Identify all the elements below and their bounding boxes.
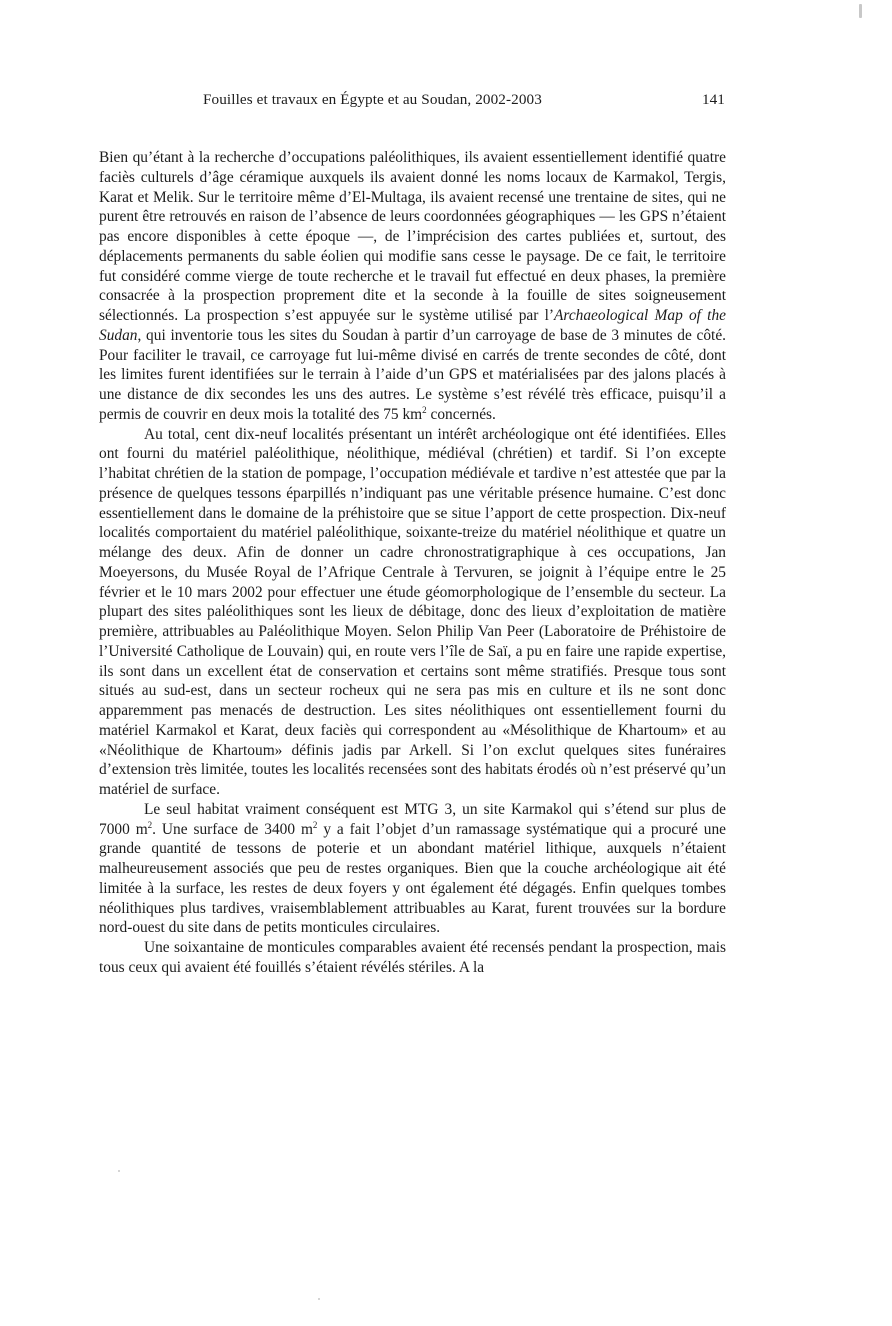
- text-run: Bien qu’étant à la recherche d’occupations paléolithiques, ils avaient essentiellement identifié quatre faciès culturels d’âge céramique auxquels ils avaient donné les noms locaux de Karmakol, Tergis, Karat et Melik. Sur le territoire même d’El-Multaga, ils avaient recensé une trentaine de sites, qui ne purent être retrouvés en raison de l’absence de leurs coordonnées géographiques — les GPS n’étaient pas encore disponibles à cette époque —, de l’imprécision des cartes publiées et, surtout, des déplacements permanents du sable éolien qui modifie sans cesse le paysage. De ce fait, le territoire fut considéré comme vierge de toute recherche et le travail fut effectué en deux phases, la première consacrée à la prospection proprement dite et la seconde à la fouille de sites soigneusement sélectionnés. La prospection s’est appuyée sur le système utilisé par l’: [99, 149, 726, 324]
- text-run: Au total, cent dix-neuf localités présentant un intérêt archéologique ont été identifiées. Elles ont fourni du matériel paléolithique, néolithique, médiéval (chrétien) et tardif. Si l’on excepte l’habitat chrétien de la station de pompage, l’occupation médiévale et tardive n’est attestée que par la présence de quelques tessons éparpillés n’indiquant pas une véritable présence humaine. C’est donc essentiellement dans le domaine de la préhistoire que se situe l’apport de cette prospection. Dix-neuf localités comportaient du matériel paléolithique, soixante-treize du matériel néolithique et quatre un mélange des deux. Afin de donner un cadre chronostratigraphique à ces occupations, Jan Moeyersons, du Musée Royal de l’Afrique Centrale à Tervuren, se joignit à l’équipe entre le 25 février et le 10 mars 2002 pour effectuer une étude géomorphologique de l’ensemble du secteur. La plupart des sites paléolithiques sont les lieux de débitage, donc des lieux d’exploitation de matière première, attribuables au Paléolithique Moyen. Selon Philip Van Peer (Laboratoire de Préhistoire de l’Université Catholique de Louvain) qui, en route vers l’île de Saï, a pu en faire une rapide expertise, ils sont dans un excellent état de conservation et certains sont même stratifiés. Presque tous sont situés au sud-est, dans un secteur rocheux qui ne sera pas mis en culture et ils ne sont donc apparemment pas menacés de destruction. Les sites néolithiques ont essentiellement fourni du matériel Karmakol et Karat, deux faciès qui correspondent au «Mésolithique de Khartoum» et au «Néolithique de Khartoum» définis jadis par Arkell. Si l’on exclut quelques sites funéraires d’extension très limitée, toutes les localités recensées sont des habitats érodés où n’est préservé qu’un matériel de surface.: [99, 425, 726, 798]
- scan-speck: [118, 1170, 120, 1172]
- paragraph-p2: [99, 425, 726, 800]
- paragraph-p4: [99, 938, 726, 978]
- body-text: [99, 148, 726, 978]
- text-run: . Une surface de 3400 m: [152, 820, 313, 838]
- paragraph-p1: [99, 148, 726, 425]
- scan-speck: [859, 4, 862, 18]
- text-run: concernés.: [426, 405, 496, 423]
- superscript: 2: [147, 819, 153, 830]
- text-run: y a fait l’objet d’un ramassage systématique qui a procuré une grande quantité de tessons de poterie et un abondant matériel lithique, auxquels n’étaient malheureusement associés que peu de restes organiques. Bien que la couche archéologique ait été limitée à la surface, les restes de deux foyers y ont également été dégagés. Enfin quelques tombes néolithiques plus tardives, vraisemblablement attribuables au Karat, furent trouvées sur la bordure nord-ouest du site dans de petits monticules circulaires.: [99, 820, 727, 937]
- superscript: 2: [312, 819, 318, 830]
- superscript: 2: [422, 404, 427, 415]
- text-run: , qui inventorie tous les sites du Soudan à partir d’un carroyage de base de 3 minutes de côté. Pour faciliter le travail, ce carroyage fut lui-même divisé en carrés de trente secondes de côté, dont les limites furent identifiées sur le terrain à l’aide d’un GPS et matérialisées par des jalons placés à une distance de dix secondes les uns des autres. Le système s’est révélé très efficace, puisqu’il a permis de couvrir en deux mois la totalité des 75 km: [99, 326, 726, 423]
- text-run: Le seul habitat vraiment conséquent est MTG 3, un site Karmakol qui s’étend sur plus de 7000 m: [99, 800, 726, 838]
- scan-speck: [318, 1298, 320, 1300]
- running-head: Fouilles et travaux en Égypte et au Soudan, 2002-2003: [203, 91, 542, 108]
- text-run: Une soixantaine de monticules comparables avaient été recensés pendant la prospection, mais tous ceux qui avaient été fouillés s’étaient révélés stériles. A la: [99, 939, 726, 976]
- paragraph-p3: [99, 800, 726, 938]
- italic-title: Archaeological Map of the Sudan: [99, 307, 726, 344]
- page-number: 141: [702, 91, 725, 108]
